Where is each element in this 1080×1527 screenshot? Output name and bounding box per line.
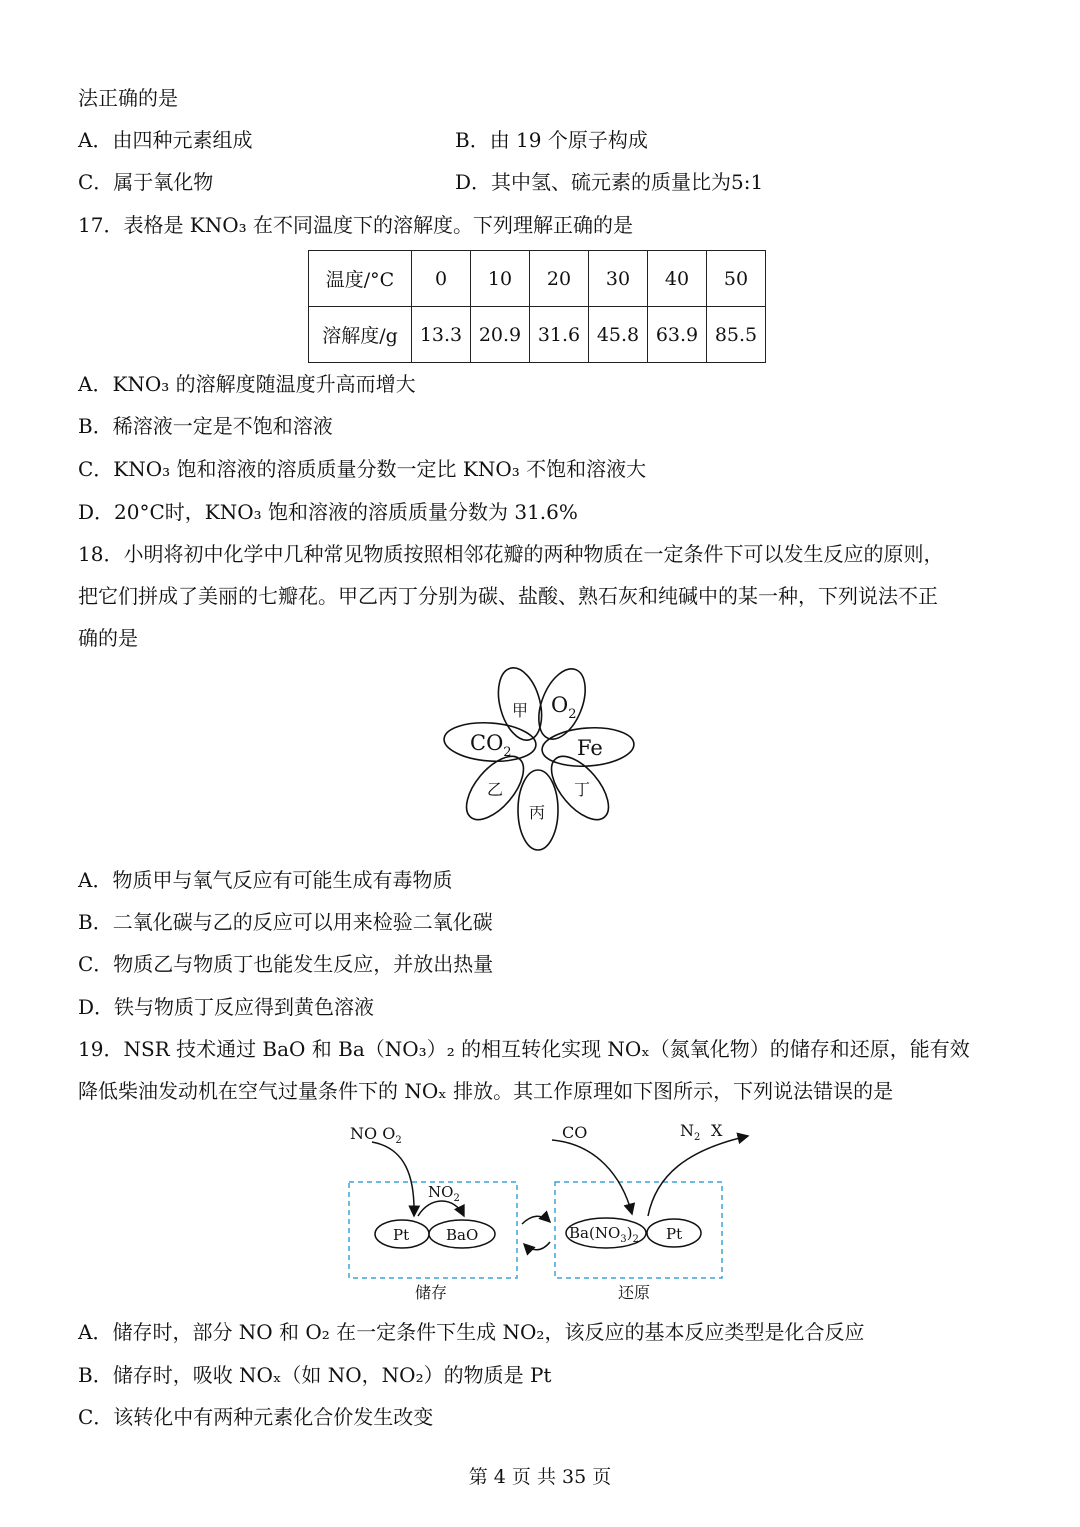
table-header-label: 温度/°C xyxy=(309,251,412,307)
no2-text: NO xyxy=(428,1183,454,1201)
arrow-in-storage xyxy=(372,1142,414,1216)
solubility-table xyxy=(308,250,766,363)
storage-label: 储存 xyxy=(415,1283,448,1302)
arrow-reduce-to-store xyxy=(524,1242,550,1250)
q17-option-c: C．KNO₃ 饱和溶液的溶质质量分数一定比 KNO₃ 不饱和溶液大 xyxy=(78,457,647,481)
bano3-close-paren: ) xyxy=(626,1224,633,1242)
table-cell: 45.8 xyxy=(589,307,648,363)
q19-stem-line-2: 降低柴油发动机在空气过量条件下的 NOₓ 排放。其工作原理如下图所示，下列说法错误的是 xyxy=(78,1079,894,1103)
table-cell: 13.3 xyxy=(412,307,471,363)
q16-option-b: B．由 19 个原子构成 xyxy=(455,128,648,152)
co2-subscript: 2 xyxy=(503,745,512,760)
petal-label-bing: 丙 xyxy=(529,803,546,822)
table-cell: 31.6 xyxy=(530,307,589,363)
n2-label xyxy=(680,1121,700,1143)
q17-stem: 17．表格是 KNO₃ 在不同温度下的溶解度。下列理解正确的是 xyxy=(78,213,634,237)
q19-stem-line-1: 19．NSR 技术通过 BaO 和 Ba（NO₃）₂ 的相互转化实现 NOₓ（氮氧化物）的储存和还原，能有效 xyxy=(78,1037,970,1061)
petal-label-jia: 甲 xyxy=(512,701,529,720)
q17-option-b: B．稀溶液一定是不饱和溶液 xyxy=(78,414,333,438)
bano3-subscript-2: 2 xyxy=(632,1234,639,1245)
reduction-label: 还原 xyxy=(618,1283,651,1302)
table-cell: 85.5 xyxy=(707,307,766,363)
page-footer: 第 4 页 共 35 页 xyxy=(468,1466,612,1488)
q17-option-d: D．20°C时，KNO₃ 饱和溶液的溶质质量分数为 31.6% xyxy=(78,500,578,524)
q16-option-c: C．属于氧化物 xyxy=(78,170,214,194)
q18-option-d: D．铁与物质丁反应得到黄色溶液 xyxy=(78,995,375,1019)
pt-left-label: Pt xyxy=(393,1226,410,1244)
bano3-label xyxy=(569,1224,639,1245)
co2-symbol: CO xyxy=(470,731,504,755)
table-cell: 50 xyxy=(707,251,766,307)
arrow-co-in xyxy=(552,1140,632,1214)
q19-option-c: C．该转化中有两种元素化合价发生改变 xyxy=(78,1405,434,1429)
q18-option-a: A．物质甲与氧气反应有可能生成有毒物质 xyxy=(78,868,453,892)
table-cell: 40 xyxy=(648,251,707,307)
no2-subscript: 2 xyxy=(453,1193,460,1204)
table-row xyxy=(309,307,766,363)
seven-petal-flower-diagram xyxy=(440,662,640,857)
table-row xyxy=(309,251,766,307)
q16-continuation: 法正确的是 xyxy=(78,86,178,110)
table-cell: 10 xyxy=(471,251,530,307)
q18-stem-line-3: 确的是 xyxy=(78,626,138,650)
table-cell: 0 xyxy=(412,251,471,307)
petal-label-fe: Fe xyxy=(577,736,603,760)
table-cell: 63.9 xyxy=(648,307,707,363)
q16-option-a: A．由四种元素组成 xyxy=(78,128,253,152)
table-cell: 20.9 xyxy=(471,307,530,363)
q19-option-a: A．储存时，部分 NO 和 O₂ 在一定条件下生成 NO₂，该反应的基本反应类型是化合反应 xyxy=(78,1320,865,1344)
n2-subscript: 2 xyxy=(694,1132,701,1143)
pt-right-label: Pt xyxy=(666,1225,683,1243)
o2-subscript: 2 xyxy=(395,1135,402,1146)
petal-label-yi: 乙 xyxy=(487,780,504,799)
arrow-store-to-reduce xyxy=(522,1216,550,1224)
q17-option-a: A．KNO₃ 的溶解度随温度升高而增大 xyxy=(78,372,416,396)
q16-option-d: D．其中氢、硫元素的质量比为5:1 xyxy=(455,170,764,194)
bao-label: BaO xyxy=(446,1226,479,1244)
q19-option-b: B．储存时，吸收 NOₓ（如 NO，NO₂）的物质是 Pt xyxy=(78,1363,552,1387)
q18-stem-line-2: 把它们拼成了美丽的七瓣花。甲乙丙丁分别为碳、盐酸、熟石灰和纯碱中的某一种，下列说法不正 xyxy=(78,584,938,608)
o2-symbol: O xyxy=(551,693,569,717)
q18-option-b: B．二氧化碳与乙的反应可以用来检验二氧化碳 xyxy=(78,910,493,934)
petal-label-ding: 丁 xyxy=(574,780,591,799)
x-label: X xyxy=(711,1121,723,1140)
q18-option-c: C．物质乙与物质丁也能发生反应，并放出热量 xyxy=(78,952,494,976)
no-o2-text: NO O xyxy=(350,1124,396,1143)
arrow-out-n2-x xyxy=(648,1136,748,1216)
q18-stem-line-1: 18．小明将初中化学中几种常见物质按照相邻花瓣的两种物质在一定条件下可以发生反应的原则， xyxy=(78,542,944,566)
o2-subscript: 2 xyxy=(568,707,577,722)
table-row-label: 溶解度/g xyxy=(309,307,412,363)
co-label: CO xyxy=(562,1123,588,1142)
nsr-mechanism-diagram xyxy=(330,1116,760,1306)
petal-label-o2 xyxy=(551,693,577,722)
petal-label-co2 xyxy=(470,731,512,760)
table-cell: 30 xyxy=(589,251,648,307)
bano3-text: Ba(NO xyxy=(569,1224,621,1242)
table-cell: 20 xyxy=(530,251,589,307)
bano3-subscript-3: 3 xyxy=(620,1234,627,1245)
n2-text: N xyxy=(680,1121,694,1140)
